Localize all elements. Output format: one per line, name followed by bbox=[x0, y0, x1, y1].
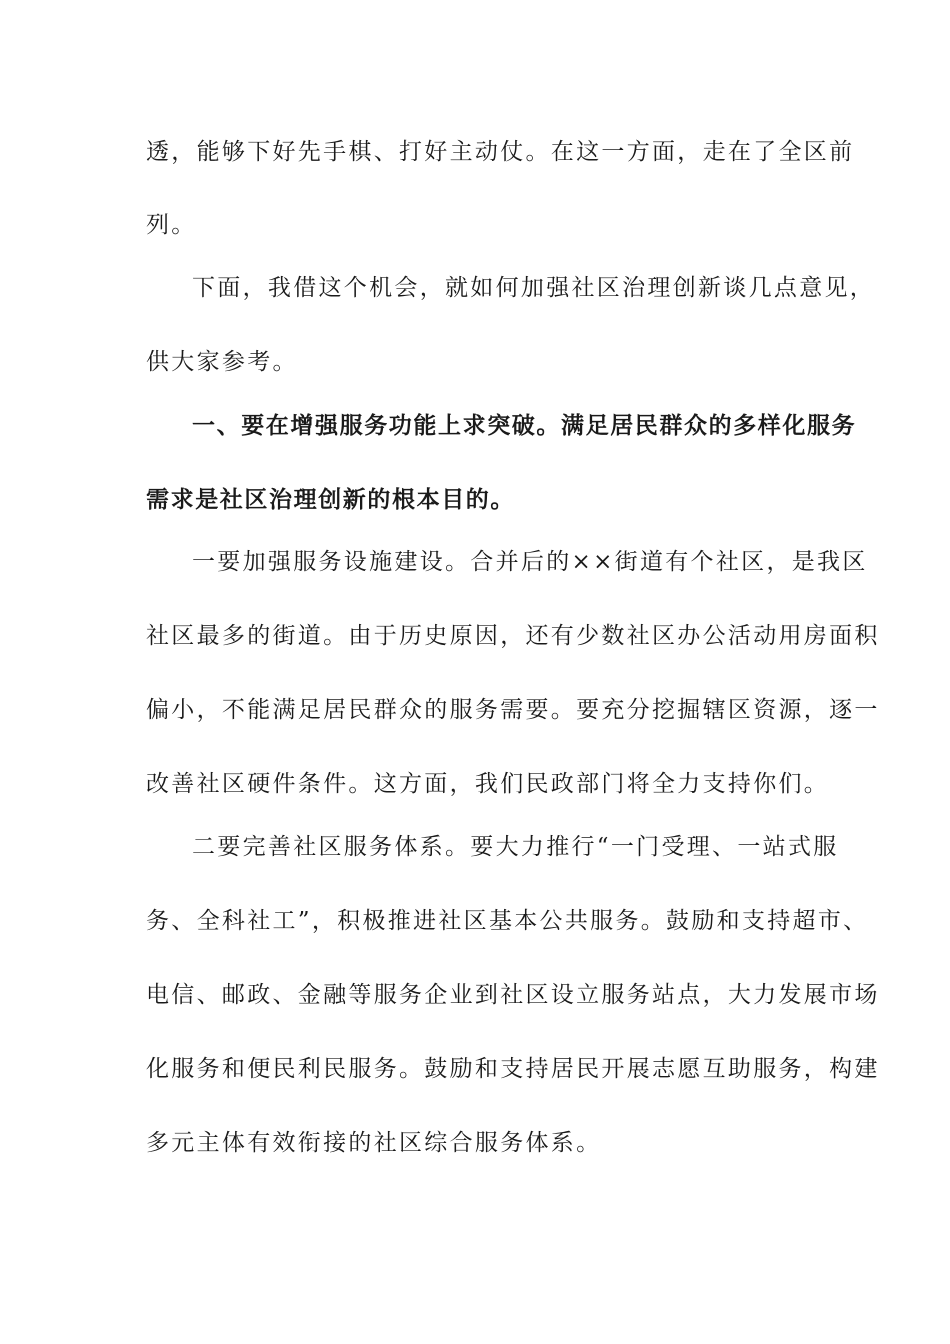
text-line: 化服务和便民利民服务。鼓励和支持居民开展志愿互助服务，构建 bbox=[146, 1056, 880, 1082]
text-line: 透，能够下好先手棋、打好主动仗。在这一方面，走在了全区前 bbox=[146, 139, 855, 165]
text-line: 改善社区硬件条件。这方面，我们民政部门将全力支持你们。 bbox=[146, 771, 830, 797]
paragraph-intro-line: 下面，我借这个机会，就如何加强社区治理创新谈几点意见， bbox=[192, 275, 876, 301]
text-line: 多元主体有效衔接的社区综合服务体系。 bbox=[146, 1130, 602, 1156]
text-line: 社区最多的街道。由于历史原因，还有少数社区办公活动用房面积 bbox=[146, 623, 880, 649]
section-heading-line: 一、要在增强服务功能上求突破。满足居民群众的多样化服务 bbox=[192, 413, 857, 439]
text-line: 务、全科社工”，积极推进社区基本公共服务。鼓励和支持超市、 bbox=[146, 908, 869, 934]
text-line: 偏小，不能满足居民群众的服务需要。要充分挖掘辖区资源，逐一 bbox=[146, 697, 880, 723]
paragraph-start-line: 二要完善社区服务体系。要大力推行“一门受理、一站式服 bbox=[192, 834, 839, 860]
text-line: 电信、邮政、金融等服务企业到社区设立服务站点，大力发展市场 bbox=[146, 982, 880, 1008]
section-heading-line: 需求是社区治理创新的根本目的。 bbox=[146, 487, 515, 513]
text-line: 列。 bbox=[146, 212, 197, 238]
text-line: 供大家参考。 bbox=[146, 349, 298, 375]
paragraph-start-line: 一要加强服务设施建设。合并后的××街道有个社区，是我区 bbox=[192, 549, 868, 575]
